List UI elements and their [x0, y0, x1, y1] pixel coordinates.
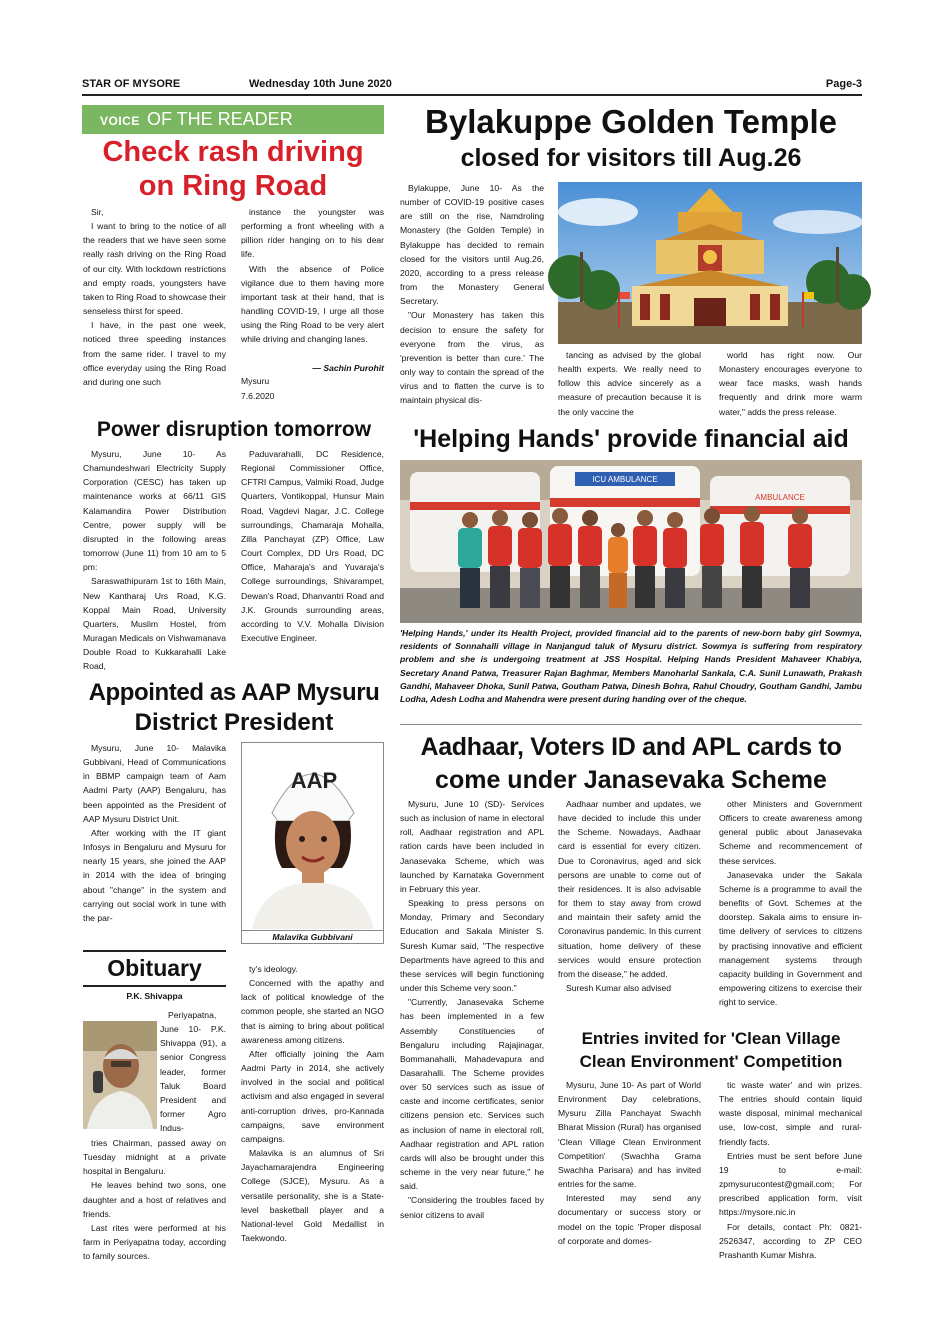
header-rule [82, 94, 862, 96]
paragraph: "Our Monastery has taken this decision to ensure the safety for everyone from the virus, as 'prevention is better than cure.' The only way to contain the spread of the virus and to flatten the curve is to maintain physical dis- [400, 310, 544, 406]
paragraph: other Ministers and Government Officers to create awareness among general public about Janasevaka Scheme and recommencement of these services. [719, 799, 862, 866]
helping-photo [400, 460, 862, 623]
paragraph: tries Chairman, passed away on Tuesday midnight at a private hospital in Bengaluru. [83, 1138, 226, 1177]
paragraph: Sir, [91, 207, 104, 217]
paragraph: Bylakuppe, June 10- As the number of COVID-19 positive cases are still on the rise, Namdroling Monastery (the Golden Temple) in Bylakuppe has decided to remain closed for the visitors until Aug.26, 2020, according to a press release from the Monastery General Secretary. [400, 183, 544, 307]
voice-headline-1: Check rash driving [102, 136, 364, 168]
obituary-photo [83, 1021, 157, 1129]
voice-signature: — Sachin Purohit [312, 363, 384, 373]
aadhaar-headline-1: Aadhaar, Voters ID and APL cards to [420, 733, 842, 761]
paper-name: STAR OF MYSORE [82, 78, 181, 90]
paragraph: instance the youngster was performing a front wheeling with a pillion rider hanging on to his dear life. [241, 207, 384, 260]
aadhaar-col-3 [719, 797, 862, 1023]
page-number: Page-3 [825, 78, 862, 90]
helping-caption: 'Helping Hands,' under its Health Project, provided financial aid to the parents of new-born baby girl Sowmya, residents of Sonnahalli village in Nanjangud taluk of Mysuru district. Sowmya is suffering from respiratory problem and she is undergoing treatment at JSS Hospital. Helping Hands President Mahaveer Khabiya, Secretary Anand Patwa, Treasurer Rajan Baghmar, Members Manoharlal Sankala, C.A. Sunil Lunawath, Prakash Gandhi, Mahaveer Dhoka, Sunil Patwa, Goutham Patwa, Dinesh Bohra, Rahul Choudry, Goutham Gandhi, Jambu Lodha, Adesh Lodha and Mahendra were present during handing over of the cheque. [400, 628, 865, 705]
paragraph: "Considering the troubles faced by senior citizens to avail [400, 1195, 544, 1220]
paragraph: With the absence of Police vigilance due to them having more important task at their hand, that is handling COVID-19, I urge all those using the Ring Road to be very alert while driving and changing lanes. [241, 263, 384, 345]
clean-col-1 [558, 1078, 701, 1264]
obituary-mid-rule [83, 985, 226, 987]
paragraph: Periyapatna, June 10- P.K. Shivappa (91), a senior Congress leader, former Taluk Board President and former Agro Indus- [160, 1010, 226, 1134]
voice-banner-voice: VOICE [100, 114, 140, 128]
temple-col-2 [558, 348, 701, 420]
temple-col-1 [400, 181, 544, 419]
paragraph: tic waste water' and win prizes. The entries should contain liquid waste disposal, minimal mechanical use, low-cost, simple and rural-friendly facts. [719, 1080, 862, 1147]
obituary-headline: Obituary [107, 955, 202, 981]
paragraph: Mysuru, June 10- Malavika Gubbivani, Head of Communications in BBMP campaign team of Aam Aadmi Party (AAP) Bengaluru, has been appointed as the President of AAP Mysuru District Unit. [83, 743, 226, 824]
paragraph: tancing as advised by the global health experts. We really need to follow this advice sincerely as a measure of precaution because it is the only vaccine the [558, 350, 701, 417]
voice-banner-rest: OF THE READER [147, 109, 293, 129]
power-headline: Power disruption tomorrow [96, 418, 372, 441]
temple-headline-1: Bylakuppe Golden Temple [425, 103, 837, 140]
helping-bottom-rule [400, 724, 862, 725]
shivappa-portrait [83, 1021, 157, 1129]
paragraph: Suresh Kumar also advised [566, 983, 672, 994]
voice-headline-2: on Ring Road [138, 170, 328, 202]
aap-cap-text: AAP [290, 768, 338, 793]
obituary-name: P.K. Shivappa [126, 991, 183, 1001]
issue-date: Wednesday 10th June 2020 [249, 78, 392, 90]
voice-date: 7.6.2020 [241, 391, 275, 401]
paragraph: Mysuru, June 10 (SD)- Services such as inclusion of name in electoral roll, Aadhaar registration and APL ration cards have been included in Janasevaka Scheme, which was launched by Karnataka Government in February this year. [400, 799, 544, 894]
paragraph: Aadhaar number and updates, we have decided to include this under the Scheme. Nowadays, Aadhaar card is essential for every citizen. Due to Coronavirus, aged and sick persons are unable to come out of their residences. It is also advisable for them to stay away from crowd and maintain their safety amid the Coronavirus pandemic. In this current situation, home delivery of these services would ensure protection from the disease," he added. [558, 799, 701, 979]
temple-image [558, 182, 862, 344]
aadhaar-col-1 [400, 797, 544, 1263]
helping-hands-image [400, 460, 862, 623]
ambulance-1-label: ICU AMBULANCE [592, 475, 658, 484]
ambulance-2-label: AMBULANCE [755, 493, 805, 502]
paragraph: Concerned with the apathy and lack of political knowledge of the common people, she started an NGO that is aiming to bring about political awareness among citizens. [241, 978, 384, 1045]
malavika-portrait [242, 743, 383, 929]
paragraph: He leaves behind two sons, one daughter and a host of relatives and friends. [83, 1180, 226, 1219]
paragraph: After officially joining the Aam Aadmi Party in 2014, she actively involved in the social and political activism and also engaged in several anti-corruption drives, pro-Kannada campaigns, save environment campaigns. [241, 1048, 384, 1144]
paragraph: Mysuru, June 10- As part of World Environment Day celebrations, Mysuru Zilla Panchayat Swachh Bharat Mission (Rural) has organised 'Clean Village Clean Environment Competition' (Swachha Grama Swachha Parisara) and has invited entries for the same. [558, 1080, 701, 1190]
clean-col-2 [719, 1078, 862, 1264]
obituary-side-text [160, 1008, 226, 1136]
power-col-1 [83, 447, 226, 671]
aadhaar-headline-2: come under Janasevaka Scheme [435, 766, 827, 794]
paragraph: I have, in the past one week, noticed three speeding instances from the same rider. I travel to my office everyday using the Ring Road and during one such [83, 320, 226, 387]
paragraph: Interested may send any documentary or success story or model on the topic 'Proper disposal of corporate and domes- [558, 1193, 701, 1246]
power-col-2 [241, 447, 384, 671]
paragraph: I want to bring to the notice of all the readers that we have seen some really rash driving on the Ring Road of our city. With lockdown restrictions and empty roads, youngsters have taken to Ring Road to showcase their senseless thirst for speed. [83, 221, 226, 317]
obituary-body [83, 1136, 226, 1266]
paragraph: Malavika is an alumnus of Sri Jayachamarajendra Engineering College (SJCE), Mysuru. As a versatile personality, she is a State-level basketball player and a National-level Gold Medallist in Taekwondo. [241, 1148, 384, 1243]
paragraph: Last rites were performed at his farm in Periyapatna today, according to family sources. [83, 1222, 226, 1262]
aap-col-2 [241, 962, 384, 1267]
paragraph: Entries must be sent before June 19 to e-mail: zpmysurucontest@gmail.com; For prescribed application form, visit https://mysore.nic.in [719, 1150, 862, 1218]
paragraph: Saraswathipuram 1st to 16th Main, New Kantharaj Urs Road, K.G. Koppal Main Road, University Quarters, Muslim Hostel, from Muragan Medicals on Vishwamanava Double Road to Kukkarahalli Lake Road, [83, 576, 226, 672]
aap-photo-caption: Malavika Gubbivani [242, 930, 383, 942]
clean-headline-2: Clean Environment' Competition [579, 1052, 843, 1071]
paragraph: Mysuru, June 10- As Chamundeshwari Electricity Supply Corporation (CESC) has taken up maintenance works at 66/11 GIS Kalamandira Power Distribution Centre, power supply will be disrupted in the following areas tomorrow (June 11) from 10 am to 5 pm: [83, 449, 226, 573]
voice-col-2 [241, 205, 384, 361]
paragraph: After working with the IT giant Infosys in Bengaluru and Mysuru for nearly 15 years, she joined the AAP in 2014 with the idea of bringing about "change" in the system and carrying out social work in tune with the par- [83, 827, 226, 923]
helping-headline: 'Helping Hands' provide financial aid [413, 425, 849, 453]
paragraph: "Currently, Janasevaka Scheme has been implemented in a few Assembly Constituencies of Bengaluru including Rajajinagar, Bommanahalli, Mahadevapura and Dasarahalli. The Scheme provides over 50 services such as issue of caste and income certificates, senior citizens pension etc. Services such as inclusion of name in electoral roll, Aadhaar registration and APL ration cards will also be brought under this scheme in the very near future," he said. [400, 997, 544, 1192]
paragraph: world has right now. Our Monastery encourages everyone to wear face masks, wash hands frequently and drink more warm water," adds the press release. [719, 350, 862, 417]
temple-col-3 [719, 348, 862, 420]
aap-headline-2: District President [134, 709, 334, 736]
voice-place: Mysuru [241, 376, 270, 386]
paragraph: Janasevaka under the Sakala Scheme is a programme to avail the benefits of Govt. Schemes at the doorstep. Sakala aims to ensure in-time delivery of services to citizens by practising innovative and efficient management systems through capacity building in Government and empowering citizens to exercise their right to service. [719, 869, 862, 1008]
clean-headline-1: Entries invited for 'Clean Village [581, 1029, 841, 1048]
temple-headline-2: closed for visitors till Aug.26 [460, 144, 802, 172]
page-header [82, 76, 862, 94]
aap-col-1 [83, 741, 226, 941]
temple-photo [558, 182, 862, 344]
paragraph: Paduvarahalli, DC Residence, Regional Commissioner Office, CFTRI Campus, Valmiki Road, Judge Quarters, Vontikoppal, Hunsur Main Road, Vagdevi Nagar, J.C. College surroundings, Chamaraja Mohalla, Zilla Panchayat (ZP) Office, Law Court Complex, DD Urs Road, DC Office, Maharaja's and Yuvaraja's College surroundings, Shivarampet, Dewan's Road, Dhanvantri Road and J.K. Grounds surrounding areas, according to V.V. Mohalla Division Executive Engineer. [241, 449, 384, 644]
aadhaar-col-2 [558, 797, 701, 1023]
paragraph: ty's ideology. [249, 964, 298, 974]
aap-headline-1: Appointed as AAP Mysuru [88, 679, 380, 706]
paragraph: Speaking to press persons on Monday, Primary and Secondary Education and Sakala Minister S. Suresh Kumar said, "The respective Departments have agreed to this and these services will begin functioning under this Scheme very soon." [400, 898, 544, 994]
aap-photo [241, 742, 384, 944]
voice-banner [82, 105, 384, 134]
voice-col-1 [83, 205, 226, 405]
paragraph: For details, contact Ph: 0821-2526347, according to ZP CEO Prashanth Kumar Mishra. [719, 1221, 862, 1260]
